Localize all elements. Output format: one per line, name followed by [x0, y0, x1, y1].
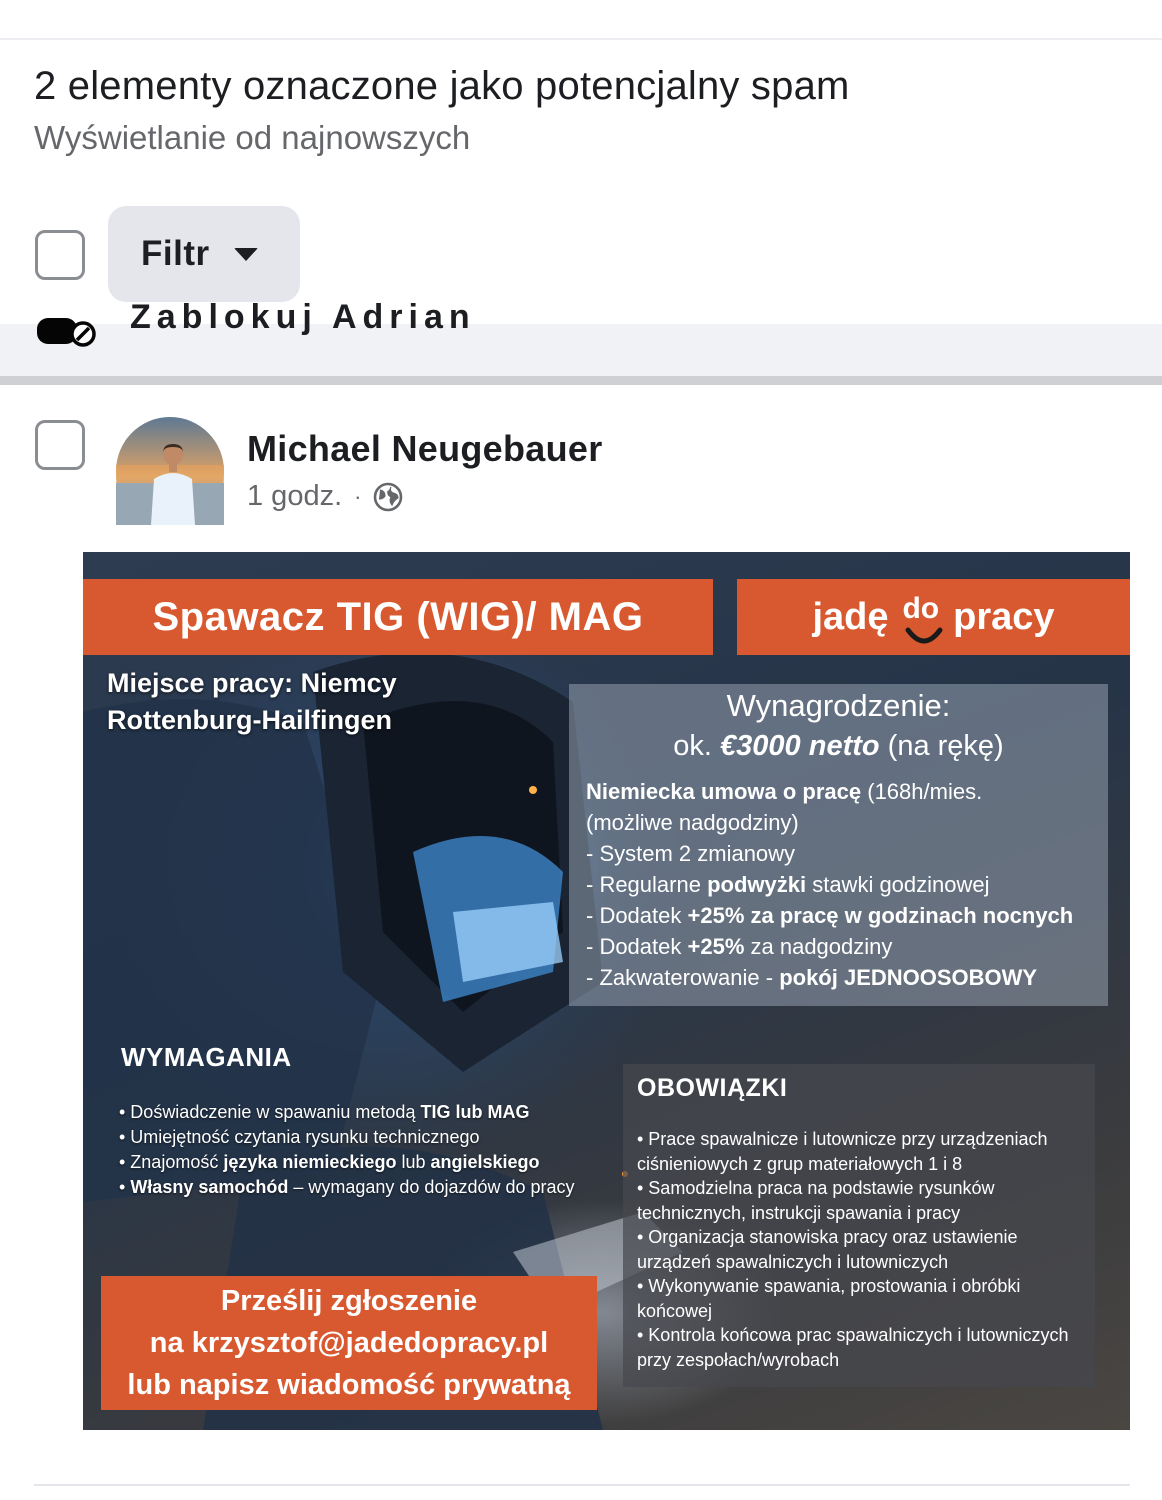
- ad-location: Miejsce pracy: Niemcy Rottenburg-Hailfingen: [107, 668, 397, 735]
- ad-job-title: Spawacz TIG (WIG)/ MAG: [83, 579, 713, 655]
- ad-salary-box: [569, 684, 1108, 1006]
- duties-list: • Prace spawalnicze i lutownicze przy urządzeniach ciśnieniowych z grup materiałowych 1 i 8 • Samodzielna praca na podstawie rysunków technicznych, instrukcji spawania i pracy • Organizacja stanowiska pracy oraz ustawienie urządzeń spawalniczych i lutowniczych • Wykonywanie spawania, prostowania i obróbki końcowej • Kontrola końcowa prac spawalniczych i lutowniczych przy zespołach/wyrobach: [637, 1129, 1069, 1370]
- avatar-photo: [116, 417, 224, 525]
- salary-amount: ok. €3000 netto (na rękę): [673, 730, 1004, 762]
- requirements-list: • Doświadczenie w spawaniu metodą TIG lub MAG • Umiejętność czytania rysunku technicznego • Znajomość języka niemieckiego lub angielskiego • Własny samochód – wymagany do dojazdów do pracy: [119, 1102, 575, 1197]
- block-user-label: Zablokuj Adrian: [130, 298, 476, 336]
- duties-box: [623, 1064, 1095, 1387]
- post-meta: [247, 480, 403, 513]
- filter-button[interactable]: [108, 206, 300, 302]
- ad-brand-logo: [737, 579, 1130, 655]
- bottom-divider: [34, 1484, 1130, 1486]
- duties-title: OBOWIĄZKI: [637, 1074, 788, 1102]
- post-image-job-ad[interactable]: [83, 552, 1130, 1430]
- block-user-action[interactable]: [0, 298, 1162, 376]
- brand-word-left: jadę: [812, 595, 889, 638]
- post-time[interactable]: 1 godz.: [247, 480, 343, 512]
- brand-word-right: pracy: [953, 595, 1055, 638]
- globe-icon: [373, 482, 403, 512]
- salary-benefits-list: Niemiecka umowa o pracę (168h/mies. (możliwe nadgodziny) - System 2 zmianowy - Regularne podwyżki stawki godzinowej - Dodatek +25% za pracę w godzinach nocnych - Dodatek +25% za nadgodziny - Zakwaterowanie - pokój JEDNOOSOBOWY: [586, 779, 1074, 990]
- page-header: [34, 62, 1134, 158]
- block-user-icon: [37, 324, 99, 350]
- top-divider: [0, 38, 1162, 40]
- section-divider: [0, 376, 1162, 385]
- meta-separator: ·: [354, 483, 362, 509]
- avatar[interactable]: [116, 417, 224, 525]
- caret-down-icon: [234, 248, 258, 261]
- requirements-title: WYMAGANIA: [121, 1042, 292, 1072]
- brand-word-mid: do: [902, 592, 939, 626]
- page-title: 2 elementy oznaczone jako potencjalny spam: [34, 64, 850, 108]
- author-name[interactable]: Michael Neugebauer: [247, 428, 603, 469]
- select-all-checkbox[interactable]: [35, 230, 85, 280]
- filter-label: Filtr: [141, 234, 210, 273]
- sort-description: Wyświetlanie od najnowszych: [34, 119, 471, 156]
- post-select-checkbox[interactable]: [35, 420, 85, 470]
- ad-call-to-action: Prześlij zgłoszenie na krzysztof@jadedopracy.pl lub napisz wiadomość prywatną: [101, 1276, 597, 1410]
- salary-title: Wynagrodzenie:: [726, 688, 951, 723]
- smile-icon: [904, 626, 944, 646]
